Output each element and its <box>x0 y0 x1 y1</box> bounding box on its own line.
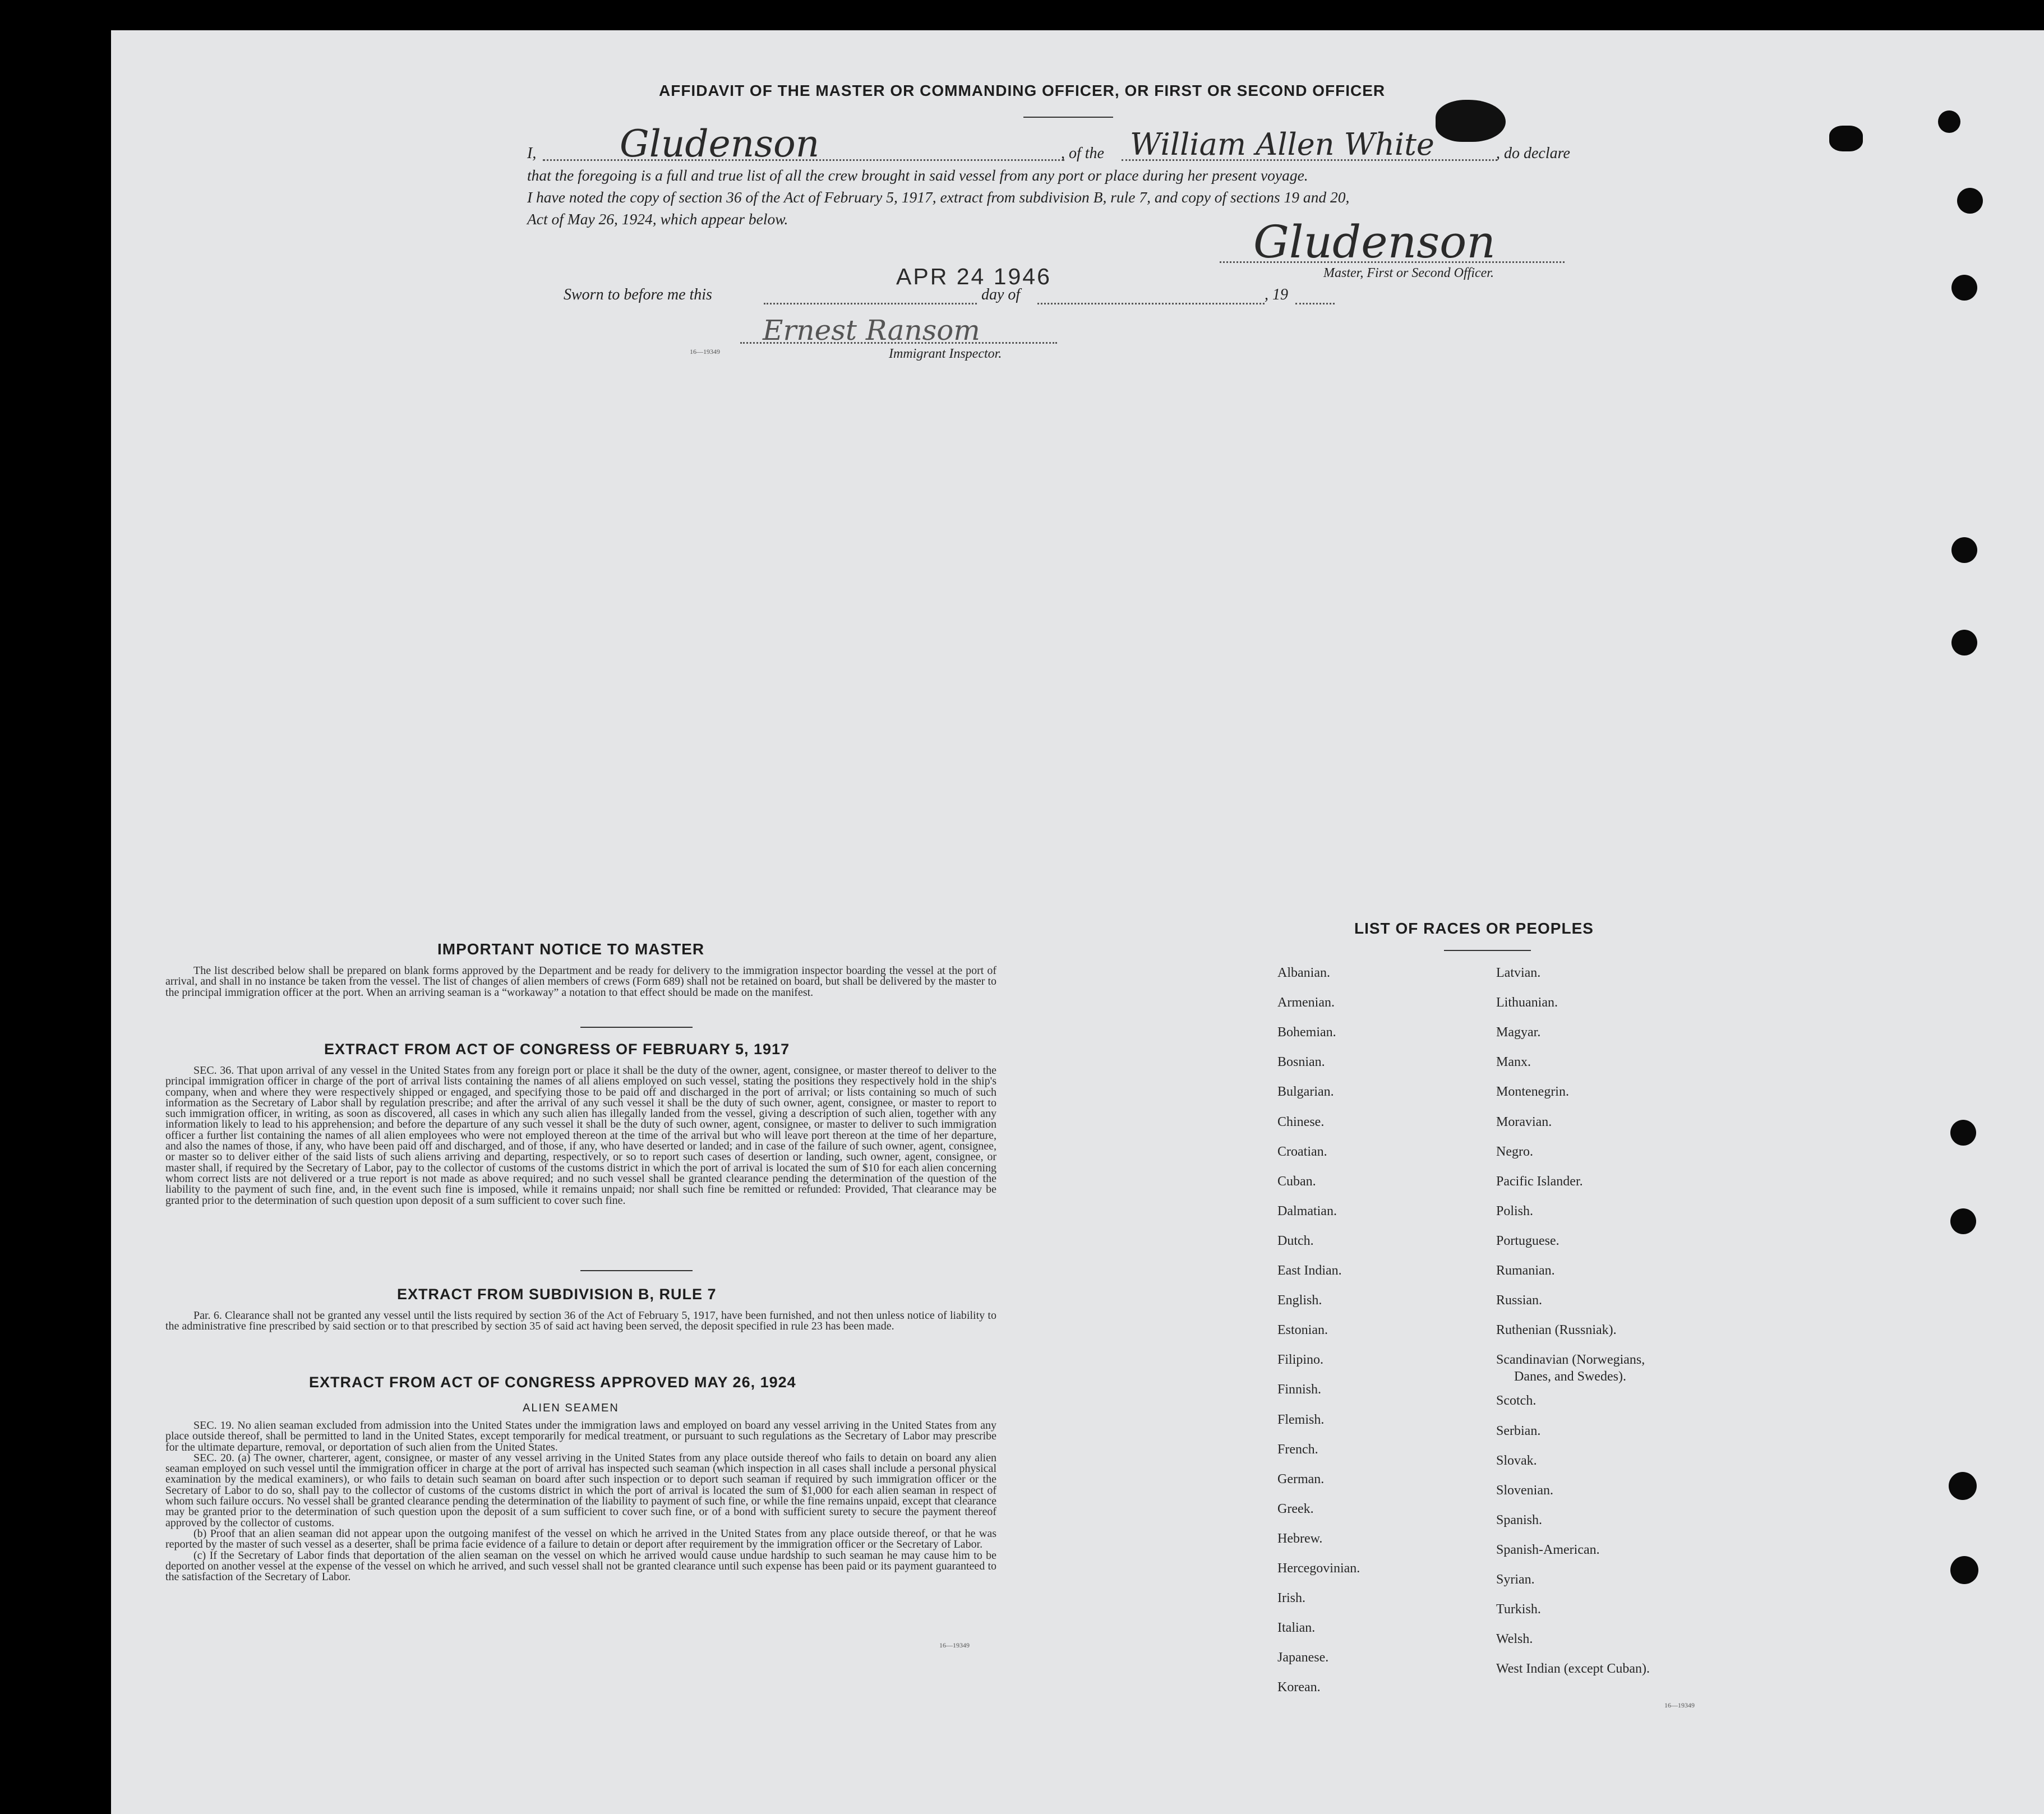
race-item: Bulgarian. <box>1277 1084 1334 1100</box>
race-item: French. <box>1277 1442 1318 1457</box>
race-item: Magyar. <box>1496 1025 1541 1040</box>
race-item: Syrian. <box>1496 1572 1535 1587</box>
vessel-name-handwriting: William Allen White <box>1130 127 1434 162</box>
affidavit-line-2: I have noted the copy of section 36 of the Act of February 5, 1917, extract from subdivision B, rule 7, and copy of sections 19 and 20, <box>527 188 1350 206</box>
race-item: Russian. <box>1496 1293 1543 1308</box>
race-item: Chinese. <box>1277 1114 1325 1129</box>
race-item: Scandinavian (Norwegians, <box>1496 1353 1645 1368</box>
day-of-label: day of <box>981 286 1021 303</box>
race-item: Estonian. <box>1277 1323 1328 1338</box>
race-item: Hercegovinian. <box>1277 1561 1360 1576</box>
rule-7-text <box>165 1310 996 1332</box>
race-item: Albanian. <box>1277 966 1330 980</box>
extract-1924-text <box>165 1420 996 1582</box>
notice-rule <box>580 1027 693 1028</box>
punch-hole <box>1951 630 1977 656</box>
alien-seamen-subtitle: ALIEN SEAMEN <box>523 1402 619 1414</box>
race-item: Finnish. <box>1277 1382 1322 1397</box>
race-item: West Indian (except Cuban). <box>1496 1661 1650 1677</box>
race-item: Ruthenian (Russniak). <box>1496 1323 1617 1338</box>
race-item: Spanish-American. <box>1496 1542 1600 1557</box>
inspector-signature: Ernest Ransom <box>763 314 980 347</box>
race-item: English. <box>1277 1293 1322 1308</box>
sec-20b-paragraph: (b) Proof that an alien seaman did not appear upon the outgoing manifest of the vessel on which he arrived in the United States from any place outside thereof, or that he was reported by the master of such vessel as a deserter, shall be prima facie evidence of a failure to detain or deport after requirement by the immigration officer or the Secretary of Labor. <box>165 1527 996 1551</box>
i-label: I, <box>527 145 537 162</box>
race-item: Lithuanian. <box>1496 995 1558 1010</box>
officer-signature-line <box>1220 261 1565 263</box>
sec-20a-paragraph: SEC. 20. (a) The owner, charterer, agent, consignee, or master of any vessel arriving in the United States from any place outside thereof who fails to detain on board any alien seaman employed on such vessel until the immigration officer in charge at the port of arrival has inspected such seaman (which inspection in all cases shall include a personal physical examination by the medical examiners), or who fails to detain such seaman on board after such inspection or to deport such seaman if required by such immigration officer or the Secretary of Labor to do so, shall pay to the collector of customs of the customs district in which the port of arrival is located the sum of $1,000 for each alien seaman in respect of whom such failure occurs. No vessel shall be granted clearance pending the determination of the liability to payment of such fine, or while the fine remains unpaid, except that clearance may be granted prior to the determination of such question upon the deposit of a sum sufficient to cover such fine, or of a bond with sufficient surety to secure the payment thereof approved by the collector of customs. <box>165 1451 996 1529</box>
punch-hole <box>1938 110 1960 133</box>
races-title: LIST OF RACES OR PEOPLES <box>1354 920 1594 937</box>
sec-36-paragraph: SEC. 36. That upon arrival of any vessel in the United States from any foreign port or place it shall be the duty of the owner, agent, consignee, or master thereof to deliver to the principal immigration officer in charge of the port of arrival lists containing the names of all aliens employed on such vessel, stating the positions they respectively hold in the ship's company, when and where they were respectively shipped or engaged, and specifying those to be paid off and discharged in the port of arrival; or lists containing so much of such information as the Secretary of Labor shall by regulation prescribe; and after the arrival of any such vessel it shall be the duty of such owner, agent, consignee, or master to report to such immigration officer, in writing, as soon as discovered, all cases in which any such alien has illegally landed from the vessel, giving a description of such alien, together with any information likely to lead to his apprehension; and before the departure of any such vessel it shall be the duty of such owner, agent, consignee, or master to deliver to such immigration officer a further list containing the names of all alien employees who were not employed thereon at the time of the arrival but who will leave port thereon at the time of her departure, and also the names of those, if any, who have been paid off and discharged, and of those, if any, who have deserted or landed; and in case of the failure of such owner, agent, consignee, or master so to deliver either of the said lists of such aliens arriving and departing, respectively, or so to report such cases of desertion or landing, such owner, agent, consignee, or master shall, if required by the Secretary of Labor, pay to the collector of customs of the customs district in which the port of arrival is located the sum of $10 for each alien concerning whom correct lists are not delivered or a true report is not made as above required; and no such vessel shall be granted clearance pending the determination of the question of the liability to the payment of such fine, and, in the event such fine is imposed, while it remains unpaid; nor shall such fine be remitted or refunded: Provided, That clearance may be granted prior to the determination of such question upon deposit of a sum sufficient to cover such fine. <box>165 1064 996 1207</box>
race-item: Manx. <box>1496 1055 1531 1070</box>
race-item: Montenegrin. <box>1496 1084 1569 1100</box>
punch-hole <box>1950 1556 1978 1584</box>
race-item: Slovenian. <box>1496 1483 1553 1498</box>
punch-hole <box>1950 1120 1976 1146</box>
race-item: Italian. <box>1277 1621 1316 1636</box>
do-declare-label: , do declare <box>1496 145 1570 162</box>
ink-blot <box>1436 100 1506 142</box>
sec-19-paragraph: SEC. 19. No alien seaman excluded from admission into the United States under the immigration laws and employed on board any vessel arriving in the United States from any place outside thereof, shall be permitted to land in the United States, except temporarily for medical treatment, or pursuant to such regulations as the Secretary of Labor may prescribe for the ultimate departure, removal, or deportation of such alien from the United States. <box>165 1419 996 1453</box>
race-item: Rumanian. <box>1496 1263 1555 1278</box>
rule-7-paragraph: Par. 6. Clearance shall not be granted any vessel until the lists required by section 36 of the Act of February 5, 1917, have been furnished, and not then unless notice of liability to the administrative fine prescribed by said section or to that prescribed by section 35 of said act having been served, the deposit specified in rule 23 has been made. <box>165 1309 996 1333</box>
race-item: Scotch. <box>1496 1393 1537 1409</box>
punch-hole <box>1949 1472 1977 1500</box>
notice-text <box>165 966 996 998</box>
race-item: Dalmatian. <box>1277 1203 1337 1218</box>
race-item: Japanese. <box>1277 1650 1329 1665</box>
race-item: Negro. <box>1496 1144 1533 1159</box>
races-form-number: 16—19349 <box>1664 1701 1695 1709</box>
race-item: Greek. <box>1277 1501 1314 1516</box>
race-item: Bosnian. <box>1277 1055 1325 1070</box>
sworn-day-line <box>764 303 977 304</box>
extract-1924-title: EXTRACT FROM ACT OF CONGRESS APPROVED MAY 26, 1924 <box>309 1374 796 1391</box>
punch-hole <box>1829 126 1863 151</box>
year-label: , 19 <box>1265 286 1288 303</box>
race-item: Polish. <box>1496 1203 1534 1218</box>
race-item: Filipino. <box>1277 1353 1324 1368</box>
race-item: Danes, and Swedes). <box>1514 1369 1626 1384</box>
races-title-rule <box>1444 950 1531 951</box>
race-item: Latvian. <box>1496 966 1541 980</box>
race-item: Spanish. <box>1496 1512 1543 1527</box>
extract-1917-title: EXTRACT FROM ACT OF CONGRESS OF FEBRUARY 5, 1917 <box>324 1041 790 1058</box>
date-stamp: APR 24 1946 <box>896 264 1051 289</box>
notice-title: IMPORTANT NOTICE TO MASTER <box>437 940 705 958</box>
race-item: Armenian. <box>1277 995 1335 1010</box>
race-item: Welsh. <box>1496 1632 1533 1647</box>
sworn-year-line <box>1295 303 1335 304</box>
extract-1917-rule <box>580 1270 693 1271</box>
affidavit-line-3: Act of May 26, 1924, which appear below. <box>527 210 788 228</box>
race-item: Irish. <box>1277 1591 1305 1606</box>
affidavit-line-1: that the foregoing is a full and true list of all the crew brought in said vessel from any port or place during her present voyage. <box>527 167 1308 184</box>
rule-7-title: EXTRACT FROM SUBDIVISION B, RULE 7 <box>397 1286 717 1303</box>
notice-paragraph: The list described below shall be prepared on blank forms approved by the Department and be ready for delivery to the immigration inspector boarding the vessel at the port of arrival, and shall in no instance be taken from the vessel. The list of changes of alien members of crews (Form 689) shall not be retained on board, but shall be delivered by the master to the principal immigration officer at the port. When an arriving seaman is a “workaway” a notation to that effect should be made on the manifest. <box>165 964 996 999</box>
race-item: Flemish. <box>1277 1412 1325 1427</box>
inspector-caption: Immigrant Inspector. <box>889 347 1002 361</box>
extract-1917-text <box>165 1065 996 1206</box>
race-item: Portuguese. <box>1496 1233 1559 1248</box>
race-item: Moravian. <box>1496 1114 1552 1129</box>
race-item: Dutch. <box>1277 1233 1314 1248</box>
race-item: Bohemian. <box>1277 1025 1336 1040</box>
extract-form-number: 16—19349 <box>939 1641 970 1649</box>
sworn-month-line <box>1037 303 1265 304</box>
affidavit-title-rule <box>1023 117 1113 118</box>
race-item: Croatian. <box>1277 1144 1327 1159</box>
race-item: Slovak. <box>1496 1453 1537 1468</box>
race-item: Hebrew. <box>1277 1531 1323 1546</box>
affidavit-form-number: 16—19349 <box>690 348 720 356</box>
of-the-label: , of the <box>1061 145 1104 162</box>
race-item: East Indian. <box>1277 1263 1342 1278</box>
race-item: Turkish. <box>1496 1602 1541 1617</box>
punch-hole <box>1951 275 1977 301</box>
signed-name-handwriting: Gludenson <box>620 122 820 165</box>
race-item: Korean. <box>1277 1680 1321 1695</box>
punch-hole <box>1957 188 1983 214</box>
punch-hole <box>1950 1208 1976 1234</box>
officer-signature: Gludenson <box>1253 216 1496 268</box>
race-item: Serbian. <box>1496 1423 1541 1438</box>
officer-caption: Master, First or Second Officer. <box>1323 266 1494 280</box>
race-item: German. <box>1277 1471 1325 1487</box>
race-item: Cuban. <box>1277 1174 1316 1189</box>
race-item: Pacific Islander. <box>1496 1174 1583 1189</box>
affidavit-title: AFFIDAVIT OF THE MASTER OR COMMANDING OFFICER, OR FIRST OR SECOND OFFICER <box>659 82 1386 99</box>
sworn-label: Sworn to before me this <box>564 286 712 303</box>
sec-20c-paragraph: (c) If the Secretary of Labor finds that deportation of the alien seaman on the vessel on which he arrived would cause undue hardship to such seaman he may cause him to be deported on another vessel at the expense of the vessel on which he arrived, and such vessel shall not be granted clearance until such expense has been paid or its payment guaranteed to the satisfaction of the Secretary of Labor. <box>165 1549 996 1584</box>
inspector-line <box>740 342 1057 344</box>
punch-hole <box>1951 537 1977 563</box>
